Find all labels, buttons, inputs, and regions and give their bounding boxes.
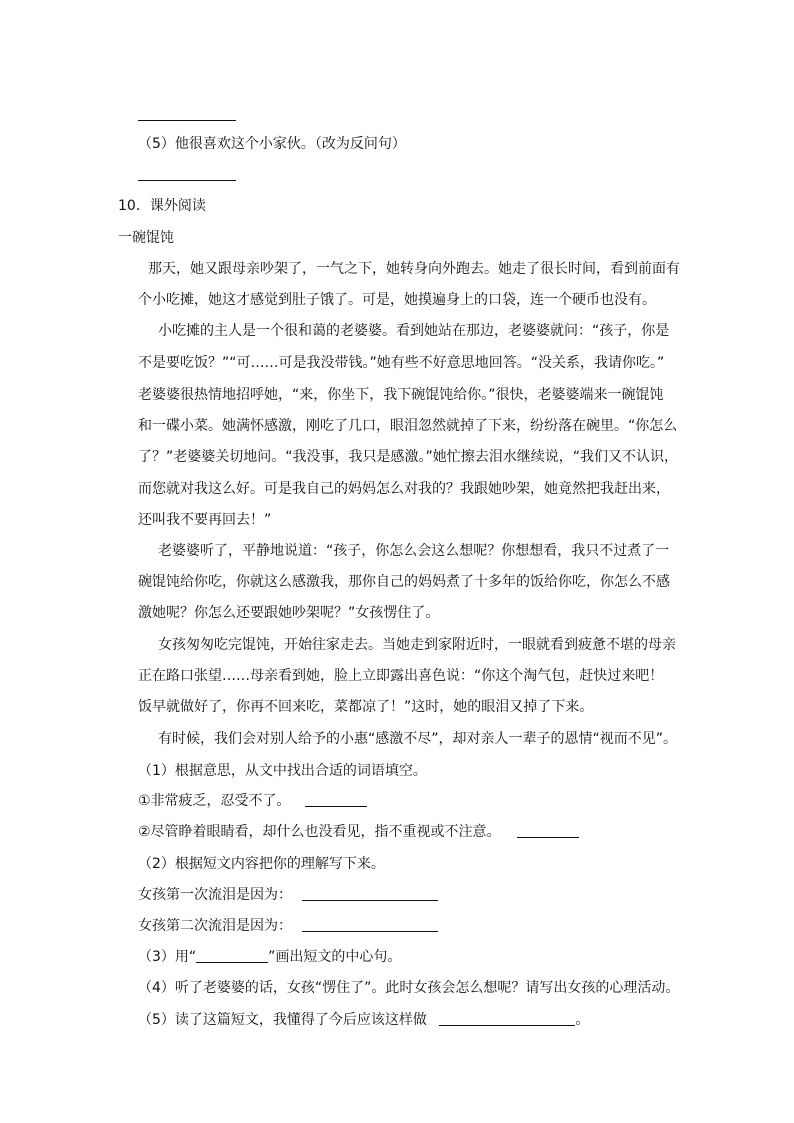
passage-line: 饭早就做好了，你再不回来吃，菜都凉了！”这时，她的眼泪又掉了下来。 bbox=[138, 699, 594, 715]
question-5-end: 。 bbox=[575, 1012, 590, 1028]
passage-line: 正在路口张望……母亲看到她，脸上立即露出喜色说：“你这个淘气包，赶快过来吧！ bbox=[138, 668, 664, 684]
answer-blank[interactable] bbox=[302, 917, 438, 932]
question-1b bbox=[138, 821, 579, 843]
question-3-post: ”画出短文的中心句。 bbox=[268, 949, 402, 965]
question-2b-text: 女孩第二次流泪是因为： bbox=[138, 918, 292, 934]
passage-title: 一碗馄饨 bbox=[118, 230, 174, 246]
question-5-rewrite: （5）他很喜欢这个小家伙。（改为反问句） bbox=[138, 136, 406, 152]
answer-blank[interactable] bbox=[517, 823, 579, 838]
question-1a bbox=[138, 790, 367, 812]
question-2b bbox=[138, 915, 438, 937]
question-5 bbox=[138, 1009, 589, 1031]
answer-line bbox=[138, 120, 236, 121]
section-heading: 10．课外阅读 bbox=[118, 198, 206, 214]
question-2a bbox=[138, 884, 438, 906]
passage-line: 而您就对我这么好。可是我自己的妈妈怎么对我的？我跟她吵架，她竟然把我赶出来， bbox=[138, 481, 670, 497]
question-1a-text: ①非常疲乏，忍受不了。 bbox=[138, 793, 291, 809]
passage-line: 不是要吃饭？”“可……可是我没带钱。”她有些不好意思地回答。“没关系，我请你吃。” bbox=[138, 355, 665, 371]
question-1b-text: ②尽管睁着眼睛看，却什么也没看见，指不重视或不注意。 bbox=[138, 824, 501, 840]
answer-line bbox=[138, 180, 236, 181]
question-3-pre: （3）用“ bbox=[138, 949, 197, 965]
question-3 bbox=[138, 946, 401, 968]
passage-line: 有时候，我们会对别人给予的小惠“感激不尽”，却对亲人一辈子的恩情“视而不见”。 bbox=[158, 731, 678, 747]
passage-line: 那天，她又跟母亲吵架了，一气之下，她转身向外跑去。她走了很长时间，看到前面有 bbox=[148, 261, 680, 277]
passage-line: 激她呢？你怎么还要跟她吵架呢？”女孩愣住了。 bbox=[138, 605, 440, 621]
passage-line: 和一碟小菜。她满怀感激，刚吃了几口，眼泪忽然就掉了下来，纷纷落在碗里。“你怎么 bbox=[138, 418, 678, 434]
passage-line: 小吃摊的主人是一个很和蔼的老婆婆。看到她站在那边，老婆婆就问：“孩子，你是 bbox=[158, 323, 670, 339]
passage-line: 碗馄饨给你吃，你就这么感激我，那你自己的妈妈煮了十多年的饭给你吃，你怎么不感 bbox=[138, 574, 670, 590]
question-2: （2）根据短文内容把你的理解写下来。 bbox=[138, 856, 385, 872]
passage-line: 老婆婆很热情地招呼她，“来，你坐下，我下碗馄饨给你。”很快，老婆婆端来一碗馄饨 bbox=[138, 387, 664, 403]
question-1: （1）根据意思，从文中找出合适的词语填空。 bbox=[138, 763, 427, 779]
passage-line: 了？”老婆婆关切地问。“我没事，我只是感激。”她忙擦去泪水继续说，“我们又不认识， bbox=[138, 449, 679, 465]
answer-blank[interactable] bbox=[305, 792, 367, 807]
passage-line: 还叫我不要再回去！” bbox=[138, 512, 272, 528]
question-4: （4）听了老婆婆的话，女孩“愣住了”。此时女孩会怎么想呢？请写出女孩的心理活动。 bbox=[138, 980, 680, 996]
passage-line: 女孩匆匆吃完馄饨，开始往家走去。当她走到家附近时，一眼就看到疲惫不堪的母亲 bbox=[158, 637, 676, 653]
answer-blank[interactable] bbox=[439, 1011, 575, 1026]
passage-line: 老婆婆听了，平静地说道：“孩子，你怎么会这么想呢？你想想看，我只不过煮了一 bbox=[158, 543, 670, 559]
question-2a-text: 女孩第一次流泪是因为： bbox=[138, 887, 292, 903]
answer-blank[interactable] bbox=[302, 886, 438, 901]
passage-line: 个小吃摊，她这才感觉到肚子饿了。可是，她摸遍身上的口袋，连一个硬币也没有。 bbox=[138, 292, 656, 308]
underline-sample bbox=[196, 948, 268, 963]
question-5-text: （5）读了这篇短文，我懂得了今后应该这样做 bbox=[138, 1012, 427, 1028]
